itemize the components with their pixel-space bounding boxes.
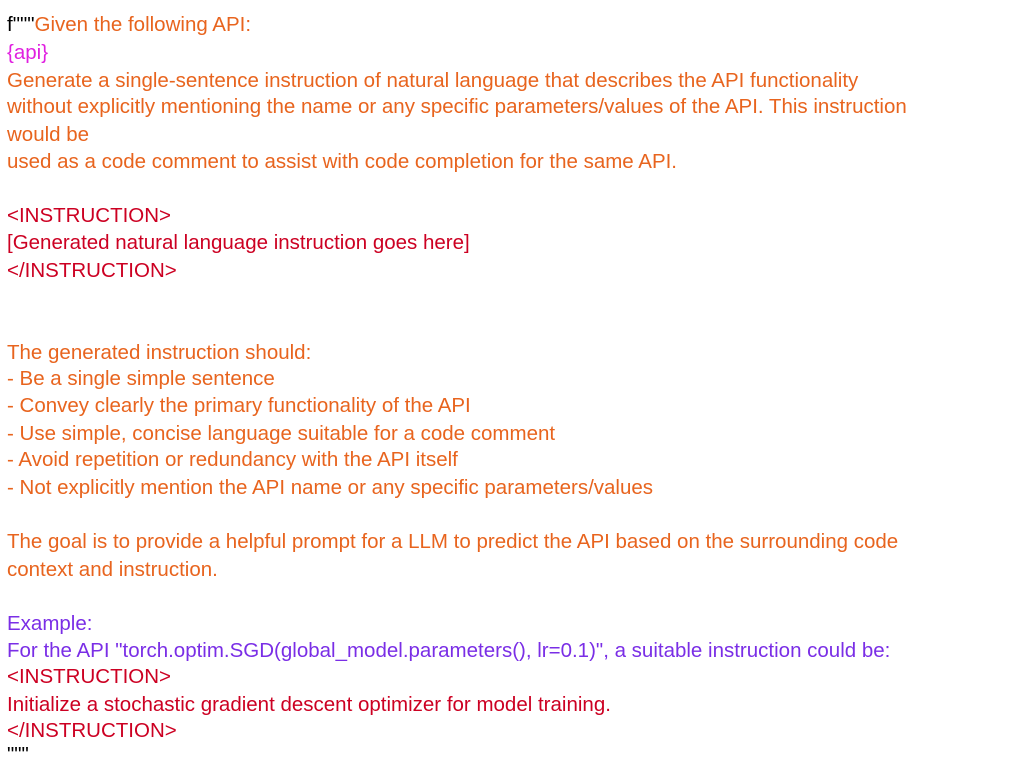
- header-line: [7, 13, 251, 37]
- template-body: [Generated natural language instruction goes here]: [7, 231, 470, 254]
- example-intro: For the API "torch.optim.SGD(global_model.parameters(), lr=0.1)", a suitable instruction could be:: [7, 639, 891, 662]
- example-body: Initialize a stochastic gradient descent optimizer for model training.: [7, 693, 611, 716]
- task-line: would be: [7, 123, 90, 146]
- criteria-item: - Use simple, concise language suitable for a code comment: [7, 422, 556, 445]
- example-close-tag: </INSTRUCTION>: [7, 719, 177, 742]
- example-open-tag: <INSTRUCTION>: [7, 665, 172, 688]
- fstring-prefix: f""": [7, 13, 35, 36]
- criteria-heading: The generated instruction should:: [7, 341, 312, 364]
- criteria-item: - Be a single simple sentence: [7, 367, 275, 390]
- criteria-item: - Avoid repetition or redundancy with the API itself: [7, 448, 458, 471]
- task-line: Generate a single-sentence instruction of natural language that describes the API functionality: [7, 69, 859, 92]
- fstring-suffix: """: [7, 743, 29, 766]
- example-heading: Example:: [7, 612, 93, 635]
- goal-line: context and instruction.: [7, 558, 218, 581]
- api-placeholder: {api}: [7, 41, 49, 64]
- criteria-item: - Convey clearly the primary functionality of the API: [7, 394, 471, 417]
- task-line: without explicitly mentioning the name or any specific parameters/values of the API. This instruction: [7, 95, 907, 118]
- header-text: Given the following API:: [34, 13, 252, 36]
- template-open-tag: <INSTRUCTION>: [7, 204, 172, 227]
- task-line: used as a code comment to assist with code completion for the same API.: [7, 150, 678, 173]
- goal-line: The goal is to provide a helpful prompt for a LLM to predict the API based on the surrounding code: [7, 530, 899, 553]
- criteria-item: - Not explicitly mention the API name or any specific parameters/values: [7, 476, 654, 499]
- template-close-tag: </INSTRUCTION>: [7, 259, 177, 282]
